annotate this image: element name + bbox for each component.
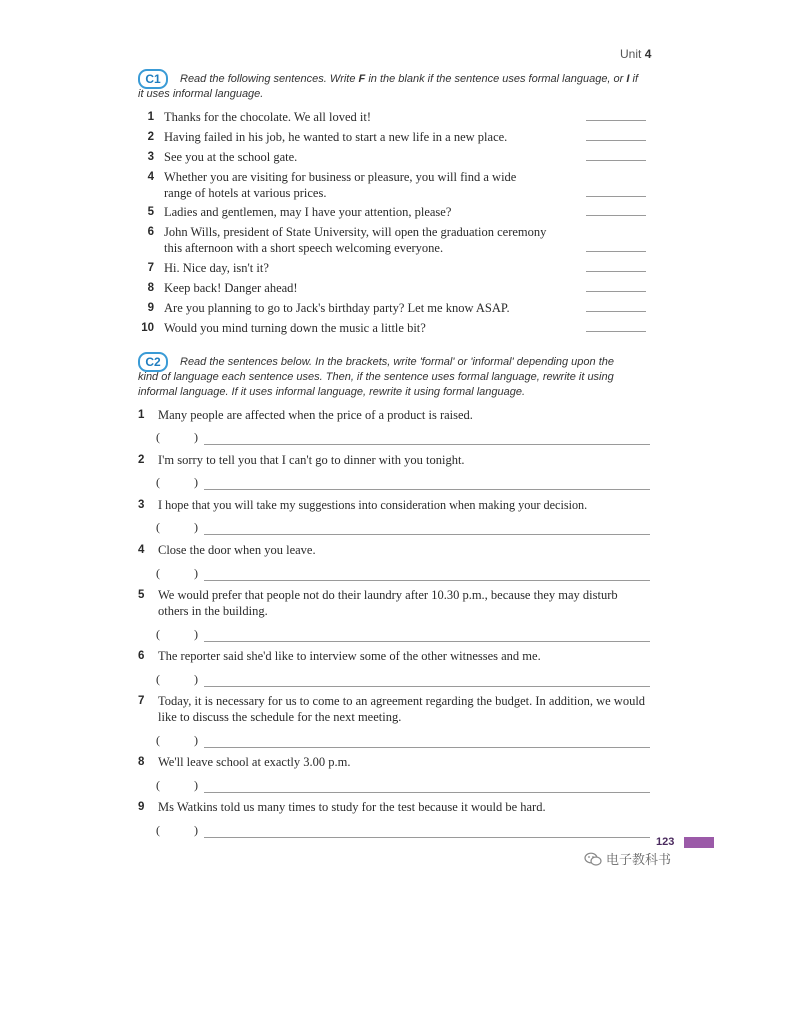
rewrite-line[interactable] bbox=[204, 534, 650, 535]
answer-row bbox=[156, 430, 650, 446]
answer-row bbox=[156, 672, 650, 688]
rewrite-line[interactable] bbox=[204, 580, 650, 581]
item-number: 1 bbox=[138, 409, 145, 421]
rewrite-line[interactable] bbox=[204, 837, 650, 838]
unit-header bbox=[620, 47, 651, 61]
item-number: 10 bbox=[141, 322, 154, 334]
item-text: Thanks for the chocolate. We all loved it! bbox=[164, 110, 372, 124]
item-text: Ladies and gentlemen, may I have your attention, please? bbox=[164, 205, 452, 219]
unit-number: 4 bbox=[644, 47, 652, 61]
c1-instruction-i: I bbox=[626, 73, 630, 85]
bracket-close: ) bbox=[194, 430, 198, 444]
c2-badge: C2 bbox=[138, 352, 168, 372]
item-number: 9 bbox=[147, 302, 154, 314]
bracket-close: ) bbox=[194, 778, 198, 792]
bracket-open: ( bbox=[156, 672, 160, 686]
bracket-close: ) bbox=[194, 823, 198, 837]
c2-instruction bbox=[138, 355, 658, 400]
answer-row bbox=[156, 475, 650, 491]
item-number: 6 bbox=[147, 226, 154, 238]
item-number: 2 bbox=[138, 454, 145, 466]
item-text: Would you mind turning down the music a little bit? bbox=[164, 321, 426, 335]
item-text: Today, it is necessary for us to come to an agreement regarding the budget. In addition, we would like to discuss the schedule for the next meeting. bbox=[158, 694, 646, 724]
bracket-open: ( bbox=[156, 475, 160, 489]
c1-instruction-mid: in the blank if the sentence uses formal language, or bbox=[365, 73, 627, 85]
answer-blank[interactable] bbox=[586, 120, 646, 121]
item-number: 9 bbox=[138, 801, 145, 813]
item-number: 8 bbox=[147, 282, 154, 294]
bracket-open: ( bbox=[156, 823, 160, 837]
bracket-open: ( bbox=[156, 627, 160, 641]
item-text: Close the door when you leave. bbox=[158, 543, 316, 557]
answer-blank[interactable] bbox=[586, 215, 646, 216]
item-text: Whether you are visiting for business or pleasure, you will find a wide range of hotels at various prices. bbox=[164, 170, 517, 200]
item-number: 5 bbox=[147, 206, 154, 218]
page-color-strip bbox=[684, 837, 714, 848]
answer-blank[interactable] bbox=[586, 331, 646, 332]
item-number: 7 bbox=[138, 695, 145, 707]
bracket-close: ) bbox=[194, 627, 198, 641]
bracket-close: ) bbox=[194, 475, 198, 489]
bracket-close: ) bbox=[194, 520, 198, 534]
item-text: I hope that you will take my suggestions into consideration when making your decision. bbox=[158, 498, 588, 512]
answer-row bbox=[156, 566, 650, 582]
answer-row bbox=[156, 823, 650, 839]
item-text: I'm sorry to tell you that I can't go to dinner with you tonight. bbox=[158, 453, 465, 467]
bracket-close: ) bbox=[194, 733, 198, 747]
item-number: 7 bbox=[147, 262, 154, 274]
answer-blank[interactable] bbox=[586, 291, 646, 292]
bracket-open: ( bbox=[156, 520, 160, 534]
item-text: John Wills, president of State University, will open the graduation ceremony this afternoon with a short speech welcoming everyone. bbox=[164, 225, 547, 255]
rewrite-line[interactable] bbox=[204, 641, 650, 642]
c1-badge: C1 bbox=[138, 69, 168, 89]
c1-instruction bbox=[138, 72, 658, 102]
answer-row bbox=[156, 627, 650, 643]
answer-blank[interactable] bbox=[586, 140, 646, 141]
item-number: 3 bbox=[147, 151, 154, 163]
watermark bbox=[584, 849, 671, 868]
answer-row bbox=[156, 733, 650, 749]
item-text: Keep back! Danger ahead! bbox=[164, 281, 298, 295]
rewrite-line[interactable] bbox=[204, 489, 650, 490]
answer-row bbox=[156, 520, 650, 536]
c1-instruction-prefix: Read the following sentences. Write bbox=[180, 73, 359, 85]
c2-instruction-line2: kind of language each sentence uses. Then, if the sentence uses formal language, rewrite it using bbox=[138, 371, 614, 383]
bracket-open: ( bbox=[156, 430, 160, 444]
item-text: Ms Watkins told us many times to study for the test because it would be hard. bbox=[158, 800, 546, 814]
c2-instruction-line1: Read the sentences below. In the brackets, write 'formal' or 'informal' depending upon the bbox=[180, 356, 614, 368]
item-number: 6 bbox=[138, 650, 145, 662]
c1-instruction-f: F bbox=[358, 73, 366, 85]
bracket-open: ( bbox=[156, 566, 160, 580]
item-text: Many people are affected when the price of a product is raised. bbox=[158, 408, 473, 422]
item-text: We would prefer that people not do their laundry after 10.30 p.m., because they may disturb others in the building. bbox=[158, 588, 618, 618]
bracket-open: ( bbox=[156, 778, 160, 792]
item-number: 1 bbox=[147, 111, 154, 123]
answer-blank[interactable] bbox=[586, 196, 646, 197]
wechat-icon bbox=[584, 852, 606, 867]
c2-instruction-line3: informal language. If it uses informal language, rewrite it using formal language. bbox=[138, 386, 526, 398]
item-number: 8 bbox=[138, 756, 145, 768]
answer-row bbox=[156, 778, 650, 794]
item-text: Having failed in his job, he wanted to start a new life in a new place. bbox=[164, 130, 508, 144]
answer-blank[interactable] bbox=[586, 271, 646, 272]
rewrite-line[interactable] bbox=[204, 792, 650, 793]
item-number: 3 bbox=[138, 499, 145, 511]
item-number: 5 bbox=[138, 589, 145, 601]
unit-label: Unit bbox=[620, 47, 642, 61]
watermark-text: 电子教科书 bbox=[606, 853, 672, 868]
answer-blank[interactable] bbox=[586, 311, 646, 312]
bracket-close: ) bbox=[194, 672, 198, 686]
item-text: The reporter said she'd like to interview some of the other witnesses and me. bbox=[158, 649, 541, 663]
item-text: We'll leave school at exactly 3.00 p.m. bbox=[158, 755, 351, 769]
bracket-close: ) bbox=[194, 566, 198, 580]
bracket-open: ( bbox=[156, 733, 160, 747]
item-text: Are you planning to go to Jack's birthday party? Let me know ASAP. bbox=[164, 301, 510, 315]
item-number: 4 bbox=[147, 171, 154, 183]
rewrite-line[interactable] bbox=[204, 686, 650, 687]
item-number: 2 bbox=[147, 131, 154, 143]
rewrite-line[interactable] bbox=[204, 444, 650, 445]
item-text: Hi. Nice day, isn't it? bbox=[164, 261, 269, 275]
rewrite-line[interactable] bbox=[204, 747, 650, 748]
answer-blank[interactable] bbox=[586, 251, 646, 252]
item-number: 4 bbox=[138, 544, 145, 556]
c1-instruction-suffix: if bbox=[629, 73, 639, 85]
page-number: 123 bbox=[656, 836, 675, 848]
answer-blank[interactable] bbox=[586, 160, 646, 161]
item-text: See you at the school gate. bbox=[164, 150, 298, 164]
c1-instruction-line2: it uses informal language. bbox=[138, 88, 264, 100]
